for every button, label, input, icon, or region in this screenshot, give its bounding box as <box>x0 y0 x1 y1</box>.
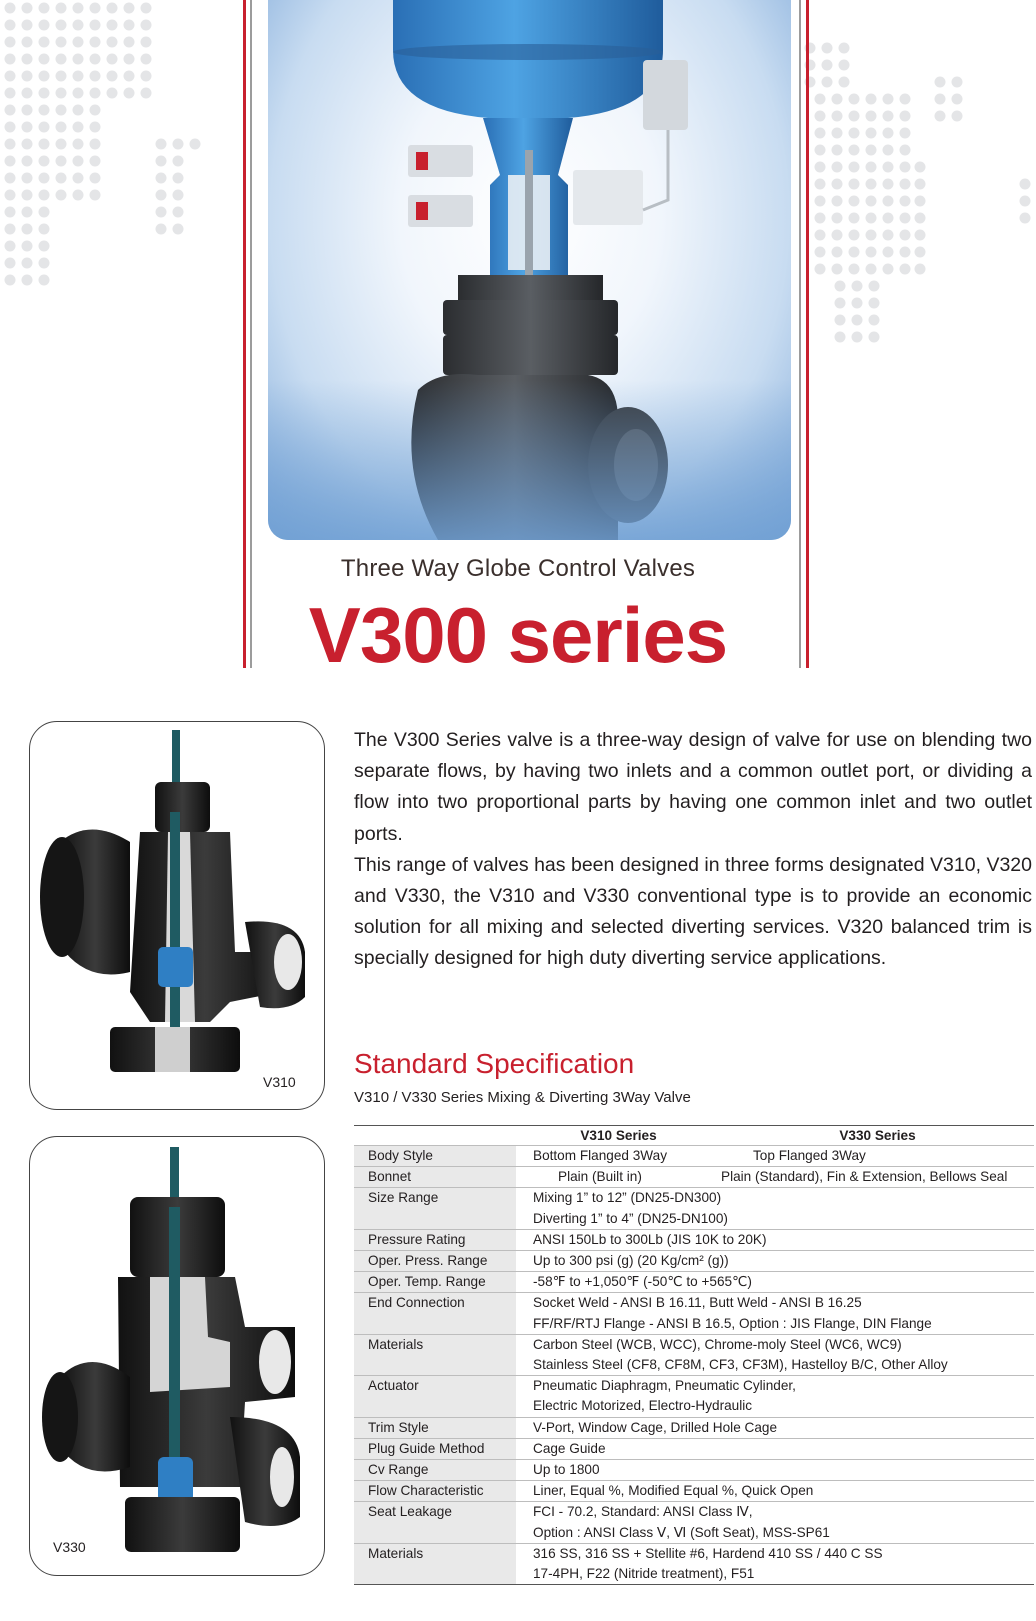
spec-row <box>354 1543 1034 1584</box>
map-dot <box>22 54 33 65</box>
map-dot <box>141 37 152 48</box>
map-dot <box>883 179 894 190</box>
map-dot <box>866 196 877 207</box>
map-dot <box>5 224 16 235</box>
map-dot <box>22 105 33 116</box>
map-dot <box>39 88 50 99</box>
map-dot <box>866 179 877 190</box>
spec-label: Pressure Rating <box>354 1229 516 1250</box>
map-dot <box>815 213 826 224</box>
map-dot <box>5 105 16 116</box>
col-header-v310: V310 Series <box>516 1126 721 1146</box>
map-dot <box>156 224 167 235</box>
map-dot <box>915 162 926 173</box>
map-dot <box>73 71 84 82</box>
map-dot <box>73 20 84 31</box>
map-dot <box>849 179 860 190</box>
spec-row <box>354 1502 1034 1543</box>
map-dot <box>39 156 50 167</box>
map-dot <box>156 156 167 167</box>
map-dot <box>952 111 963 122</box>
map-dot <box>173 156 184 167</box>
map-dot <box>22 20 33 31</box>
map-dot <box>1020 196 1031 207</box>
map-dot <box>22 139 33 150</box>
map-dot <box>883 264 894 275</box>
spec-value: Up to 1800 <box>516 1460 1034 1481</box>
map-dot <box>73 173 84 184</box>
map-dot <box>56 54 67 65</box>
spec-value: Socket Weld - ANSI B 16.11, Butt Weld - ANSI B 16.25 FF/RF/RTJ Flange - ANSI B 16.5, Option : JIS Flange, DIN Flange <box>516 1293 1034 1334</box>
map-dot <box>56 20 67 31</box>
spec-value-v330: Top Flanged 3Way <box>721 1146 1034 1167</box>
spec-label: Flow Characteristic <box>354 1481 516 1502</box>
map-dot <box>73 37 84 48</box>
map-dot <box>107 20 118 31</box>
map-dot <box>39 37 50 48</box>
map-dot <box>5 88 16 99</box>
map-dot <box>832 196 843 207</box>
map-dot <box>849 230 860 241</box>
map-dot <box>835 298 846 309</box>
map-dot <box>39 105 50 116</box>
map-dot <box>832 213 843 224</box>
map-dot <box>866 213 877 224</box>
map-dot <box>173 139 184 150</box>
map-dot <box>124 54 135 65</box>
map-dot <box>883 94 894 105</box>
map-dot <box>141 71 152 82</box>
spec-label: Size Range <box>354 1188 516 1229</box>
map-dot <box>852 298 863 309</box>
col-header-v330: V330 Series <box>721 1126 1034 1146</box>
map-dot <box>56 156 67 167</box>
map-dot <box>156 190 167 201</box>
map-dot <box>815 196 826 207</box>
map-dot <box>39 258 50 269</box>
map-dot <box>822 43 833 54</box>
map-dot <box>1020 179 1031 190</box>
map-dot <box>900 94 911 105</box>
map-dot <box>952 77 963 88</box>
map-dot <box>90 20 101 31</box>
map-dot <box>90 54 101 65</box>
map-dot <box>22 156 33 167</box>
map-dot <box>107 71 118 82</box>
series-description <box>354 725 1032 975</box>
map-dot <box>815 111 826 122</box>
spec-value: Carbon Steel (WCB, WCC), Chrome-moly Steel (WC6, WC9) Stainless Steel (CF8, CF8M, CF3, CF3M), Hastelloy B/C, Other Alloy <box>516 1334 1034 1375</box>
map-dot <box>56 122 67 133</box>
map-dot <box>124 71 135 82</box>
map-dot <box>832 264 843 275</box>
map-dot <box>1020 213 1031 224</box>
map-dot <box>22 71 33 82</box>
description-paragraph-2: This range of valves has been designed in three forms designated V310, V320 and V330, the V310 and V330 conventional type is to provide an economic solution for all mixing and selected diverting services. V320 balanced trim is specially designed for high duty diverting service applications. <box>354 853 1032 970</box>
spec-heading: Standard Specification <box>354 1048 635 1079</box>
spec-row <box>354 1293 1034 1334</box>
world-map-dots-right <box>800 40 1036 380</box>
map-dot <box>141 20 152 31</box>
map-dot <box>832 247 843 258</box>
map-dot <box>832 162 843 173</box>
series-title: V300 series <box>308 591 728 679</box>
map-dot <box>832 145 843 156</box>
map-dot <box>815 145 826 156</box>
map-dot <box>5 139 16 150</box>
map-dot <box>883 111 894 122</box>
map-dot <box>839 77 850 88</box>
map-dot <box>22 122 33 133</box>
map-dot <box>141 88 152 99</box>
map-dot <box>832 94 843 105</box>
map-dot <box>815 162 826 173</box>
map-dot <box>935 111 946 122</box>
spec-row-body-style <box>354 1146 1034 1167</box>
map-dot <box>56 173 67 184</box>
spec-row <box>354 1438 1034 1459</box>
map-dot <box>883 162 894 173</box>
map-dot <box>22 241 33 252</box>
map-dot <box>935 77 946 88</box>
map-dot <box>73 139 84 150</box>
map-dot <box>915 196 926 207</box>
spec-value: 316 SS, 316 SS + Stellite #6, Hardend 410 SS / 440 C SS 17-4PH, F22 (Nitride treatment), F51 <box>516 1543 1034 1584</box>
spec-table <box>354 1125 1034 1585</box>
map-dot <box>173 207 184 218</box>
map-dot <box>5 3 16 14</box>
map-dot <box>22 258 33 269</box>
spec-subheading: V310 / V330 Series Mixing & Diverting 3Way Valve <box>354 1089 691 1106</box>
map-dot <box>883 128 894 139</box>
map-dot <box>866 247 877 258</box>
spec-label: Body Style <box>354 1146 516 1167</box>
spec-value: -58℉ to +1,050℉ (-50℃ to +565℃) <box>516 1272 1034 1293</box>
map-dot <box>822 77 833 88</box>
spec-row <box>354 1417 1034 1438</box>
v310-label: V310 <box>263 1074 296 1090</box>
map-dot <box>39 54 50 65</box>
map-dot <box>852 281 863 292</box>
map-dot <box>835 332 846 343</box>
map-dot <box>832 230 843 241</box>
map-dot <box>56 88 67 99</box>
map-dot <box>5 275 16 286</box>
map-dot <box>849 196 860 207</box>
spec-label: Materials <box>354 1543 516 1584</box>
map-dot <box>849 264 860 275</box>
map-dot <box>866 145 877 156</box>
map-dot <box>156 207 167 218</box>
map-dot <box>952 94 963 105</box>
map-dot <box>90 122 101 133</box>
map-dot <box>90 139 101 150</box>
spec-label: Actuator <box>354 1376 516 1417</box>
map-dot <box>900 247 911 258</box>
map-dot <box>107 3 118 14</box>
map-dot <box>39 241 50 252</box>
spec-row <box>354 1272 1034 1293</box>
map-dot <box>832 111 843 122</box>
map-dot <box>22 190 33 201</box>
map-dot <box>141 54 152 65</box>
map-dot <box>124 37 135 48</box>
spec-row <box>354 1334 1034 1375</box>
map-dot <box>22 275 33 286</box>
spec-row <box>354 1188 1034 1229</box>
map-dot <box>849 128 860 139</box>
v330-cutaway-card <box>29 1136 325 1576</box>
map-dot <box>900 230 911 241</box>
map-dot <box>866 128 877 139</box>
hero-product-image <box>268 0 791 540</box>
map-dot <box>852 332 863 343</box>
spec-value: Cage Guide <box>516 1438 1034 1459</box>
map-dot <box>869 281 880 292</box>
map-dot <box>73 190 84 201</box>
map-dot <box>22 3 33 14</box>
map-dot <box>141 3 152 14</box>
spec-value-v310: Plain (Built in) <box>516 1167 721 1188</box>
map-dot <box>73 122 84 133</box>
map-dot <box>5 190 16 201</box>
hero-subtitle: Three Way Globe Control Valves <box>340 555 696 582</box>
map-dot <box>90 71 101 82</box>
spec-row <box>354 1460 1034 1481</box>
map-dot <box>5 20 16 31</box>
map-dot <box>156 173 167 184</box>
map-dot <box>5 173 16 184</box>
map-dot <box>839 43 850 54</box>
map-dot <box>5 37 16 48</box>
v310-cutaway-card <box>29 721 325 1110</box>
control-valve-illustration <box>268 0 791 540</box>
map-dot <box>815 264 826 275</box>
map-dot <box>849 94 860 105</box>
v330-cutaway-illustration <box>30 1137 324 1575</box>
spec-row <box>354 1481 1034 1502</box>
map-dot <box>835 315 846 326</box>
map-dot <box>5 207 16 218</box>
map-dot <box>156 139 167 150</box>
map-dot <box>866 94 877 105</box>
map-dot <box>107 54 118 65</box>
spec-value: FCI - 70.2, Standard: ANSI Class Ⅳ, Option : ANSI Class Ⅴ, Ⅵ (Soft Seat), MSS-SP61 <box>516 1502 1034 1543</box>
map-dot <box>173 190 184 201</box>
map-dot <box>190 139 201 150</box>
map-dot <box>173 224 184 235</box>
spec-value: Pneumatic Diaphragm, Pneumatic Cylinder, Electric Motorized, Electro-Hydraulic <box>516 1376 1034 1417</box>
map-dot <box>56 105 67 116</box>
map-dot <box>835 281 846 292</box>
map-dot <box>900 196 911 207</box>
map-dot <box>849 162 860 173</box>
world-map-dots-left <box>0 0 230 320</box>
map-dot <box>39 20 50 31</box>
spec-label: Bonnet <box>354 1167 516 1188</box>
map-dot <box>73 105 84 116</box>
map-dot <box>849 145 860 156</box>
map-dot <box>73 88 84 99</box>
map-dot <box>900 213 911 224</box>
map-dot <box>39 122 50 133</box>
spec-value-v310: Bottom Flanged 3Way <box>516 1146 721 1167</box>
map-dot <box>883 230 894 241</box>
map-dot <box>124 88 135 99</box>
map-dot <box>39 173 50 184</box>
spec-row <box>354 1251 1034 1272</box>
map-dot <box>915 264 926 275</box>
map-dot <box>22 207 33 218</box>
map-dot <box>124 3 135 14</box>
map-dot <box>815 230 826 241</box>
map-dot <box>56 3 67 14</box>
map-dot <box>815 128 826 139</box>
map-dot <box>883 145 894 156</box>
map-dot <box>124 20 135 31</box>
map-dot <box>107 37 118 48</box>
map-dot <box>822 60 833 71</box>
map-dot <box>866 111 877 122</box>
spec-value: Mixing 1” to 12” (DN25-DN300) Diverting 1” to 4” (DN25-DN100) <box>516 1188 1034 1229</box>
map-dot <box>5 122 16 133</box>
map-dot <box>852 315 863 326</box>
map-dot <box>915 247 926 258</box>
map-dot <box>869 298 880 309</box>
map-dot <box>883 196 894 207</box>
map-dot <box>5 71 16 82</box>
map-dot <box>39 224 50 235</box>
map-dot <box>883 247 894 258</box>
map-dot <box>73 3 84 14</box>
map-dot <box>915 213 926 224</box>
map-dot <box>39 3 50 14</box>
map-dot <box>5 54 16 65</box>
v310-cutaway-illustration <box>30 722 324 1109</box>
map-dot <box>915 179 926 190</box>
spec-label: Oper. Press. Range <box>354 1251 516 1272</box>
spec-value: ANSI 150Lb to 300Lb (JIS 10K to 20K) <box>516 1229 1034 1250</box>
spec-value: Up to 300 psi (g) (20 Kg/cm² (g)) <box>516 1251 1034 1272</box>
spec-value: Liner, Equal %, Modified Equal %, Quick Open <box>516 1481 1034 1502</box>
map-dot <box>915 230 926 241</box>
map-dot <box>39 190 50 201</box>
map-dot <box>90 88 101 99</box>
map-dot <box>5 241 16 252</box>
spec-label: Plug Guide Method <box>354 1438 516 1459</box>
map-dot <box>935 94 946 105</box>
map-dot <box>849 213 860 224</box>
map-dot <box>849 111 860 122</box>
spec-value: V-Port, Window Cage, Drilled Hole Cage <box>516 1417 1034 1438</box>
map-dot <box>39 275 50 286</box>
spec-label: Materials <box>354 1334 516 1375</box>
spec-label: Cv Range <box>354 1460 516 1481</box>
map-dot <box>90 105 101 116</box>
map-dot <box>90 190 101 201</box>
map-dot <box>900 264 911 275</box>
spec-label: Oper. Temp. Range <box>354 1272 516 1293</box>
spec-label: Trim Style <box>354 1417 516 1438</box>
map-dot <box>90 156 101 167</box>
map-dot <box>5 156 16 167</box>
map-dot <box>839 60 850 71</box>
map-dot <box>56 37 67 48</box>
map-dot <box>39 207 50 218</box>
map-dot <box>883 213 894 224</box>
map-dot <box>900 111 911 122</box>
map-dot <box>815 247 826 258</box>
map-dot <box>73 156 84 167</box>
map-dot <box>900 145 911 156</box>
spec-value-v330: Plain (Standard), Fin & Extension, Bellows Seal <box>721 1167 1034 1188</box>
map-dot <box>900 162 911 173</box>
map-dot <box>815 94 826 105</box>
map-dot <box>56 190 67 201</box>
map-dot <box>73 54 84 65</box>
map-dot <box>815 179 826 190</box>
map-dot <box>107 88 118 99</box>
spec-table-header <box>354 1126 1034 1146</box>
map-dot <box>869 332 880 343</box>
v330-label: V330 <box>53 1539 86 1555</box>
map-dot <box>173 173 184 184</box>
map-dot <box>5 258 16 269</box>
map-dot <box>90 173 101 184</box>
spec-row <box>354 1229 1034 1250</box>
map-dot <box>900 128 911 139</box>
map-dot <box>832 179 843 190</box>
map-dot <box>869 315 880 326</box>
map-dot <box>39 71 50 82</box>
map-dot <box>22 88 33 99</box>
map-dot <box>900 179 911 190</box>
map-dot <box>832 128 843 139</box>
spec-row-bonnet <box>354 1167 1034 1188</box>
spec-row <box>354 1376 1034 1417</box>
map-dot <box>866 162 877 173</box>
map-dot <box>866 230 877 241</box>
map-dot <box>56 139 67 150</box>
map-dot <box>22 224 33 235</box>
map-dot <box>39 139 50 150</box>
spec-label: End Connection <box>354 1293 516 1334</box>
map-dot <box>866 264 877 275</box>
spec-label: Seat Leakage <box>354 1502 516 1543</box>
map-dot <box>22 37 33 48</box>
description-paragraph-1: The V300 Series valve is a three-way design of valve for use on blending two separate flows, by having two inlets and a common outlet port, or dividing a flow into two proportional parts by having one common inlet and two outlet ports. <box>354 729 1032 845</box>
map-dot <box>849 247 860 258</box>
map-dot <box>56 71 67 82</box>
map-dot <box>22 173 33 184</box>
map-dot <box>90 37 101 48</box>
map-dot <box>90 3 101 14</box>
